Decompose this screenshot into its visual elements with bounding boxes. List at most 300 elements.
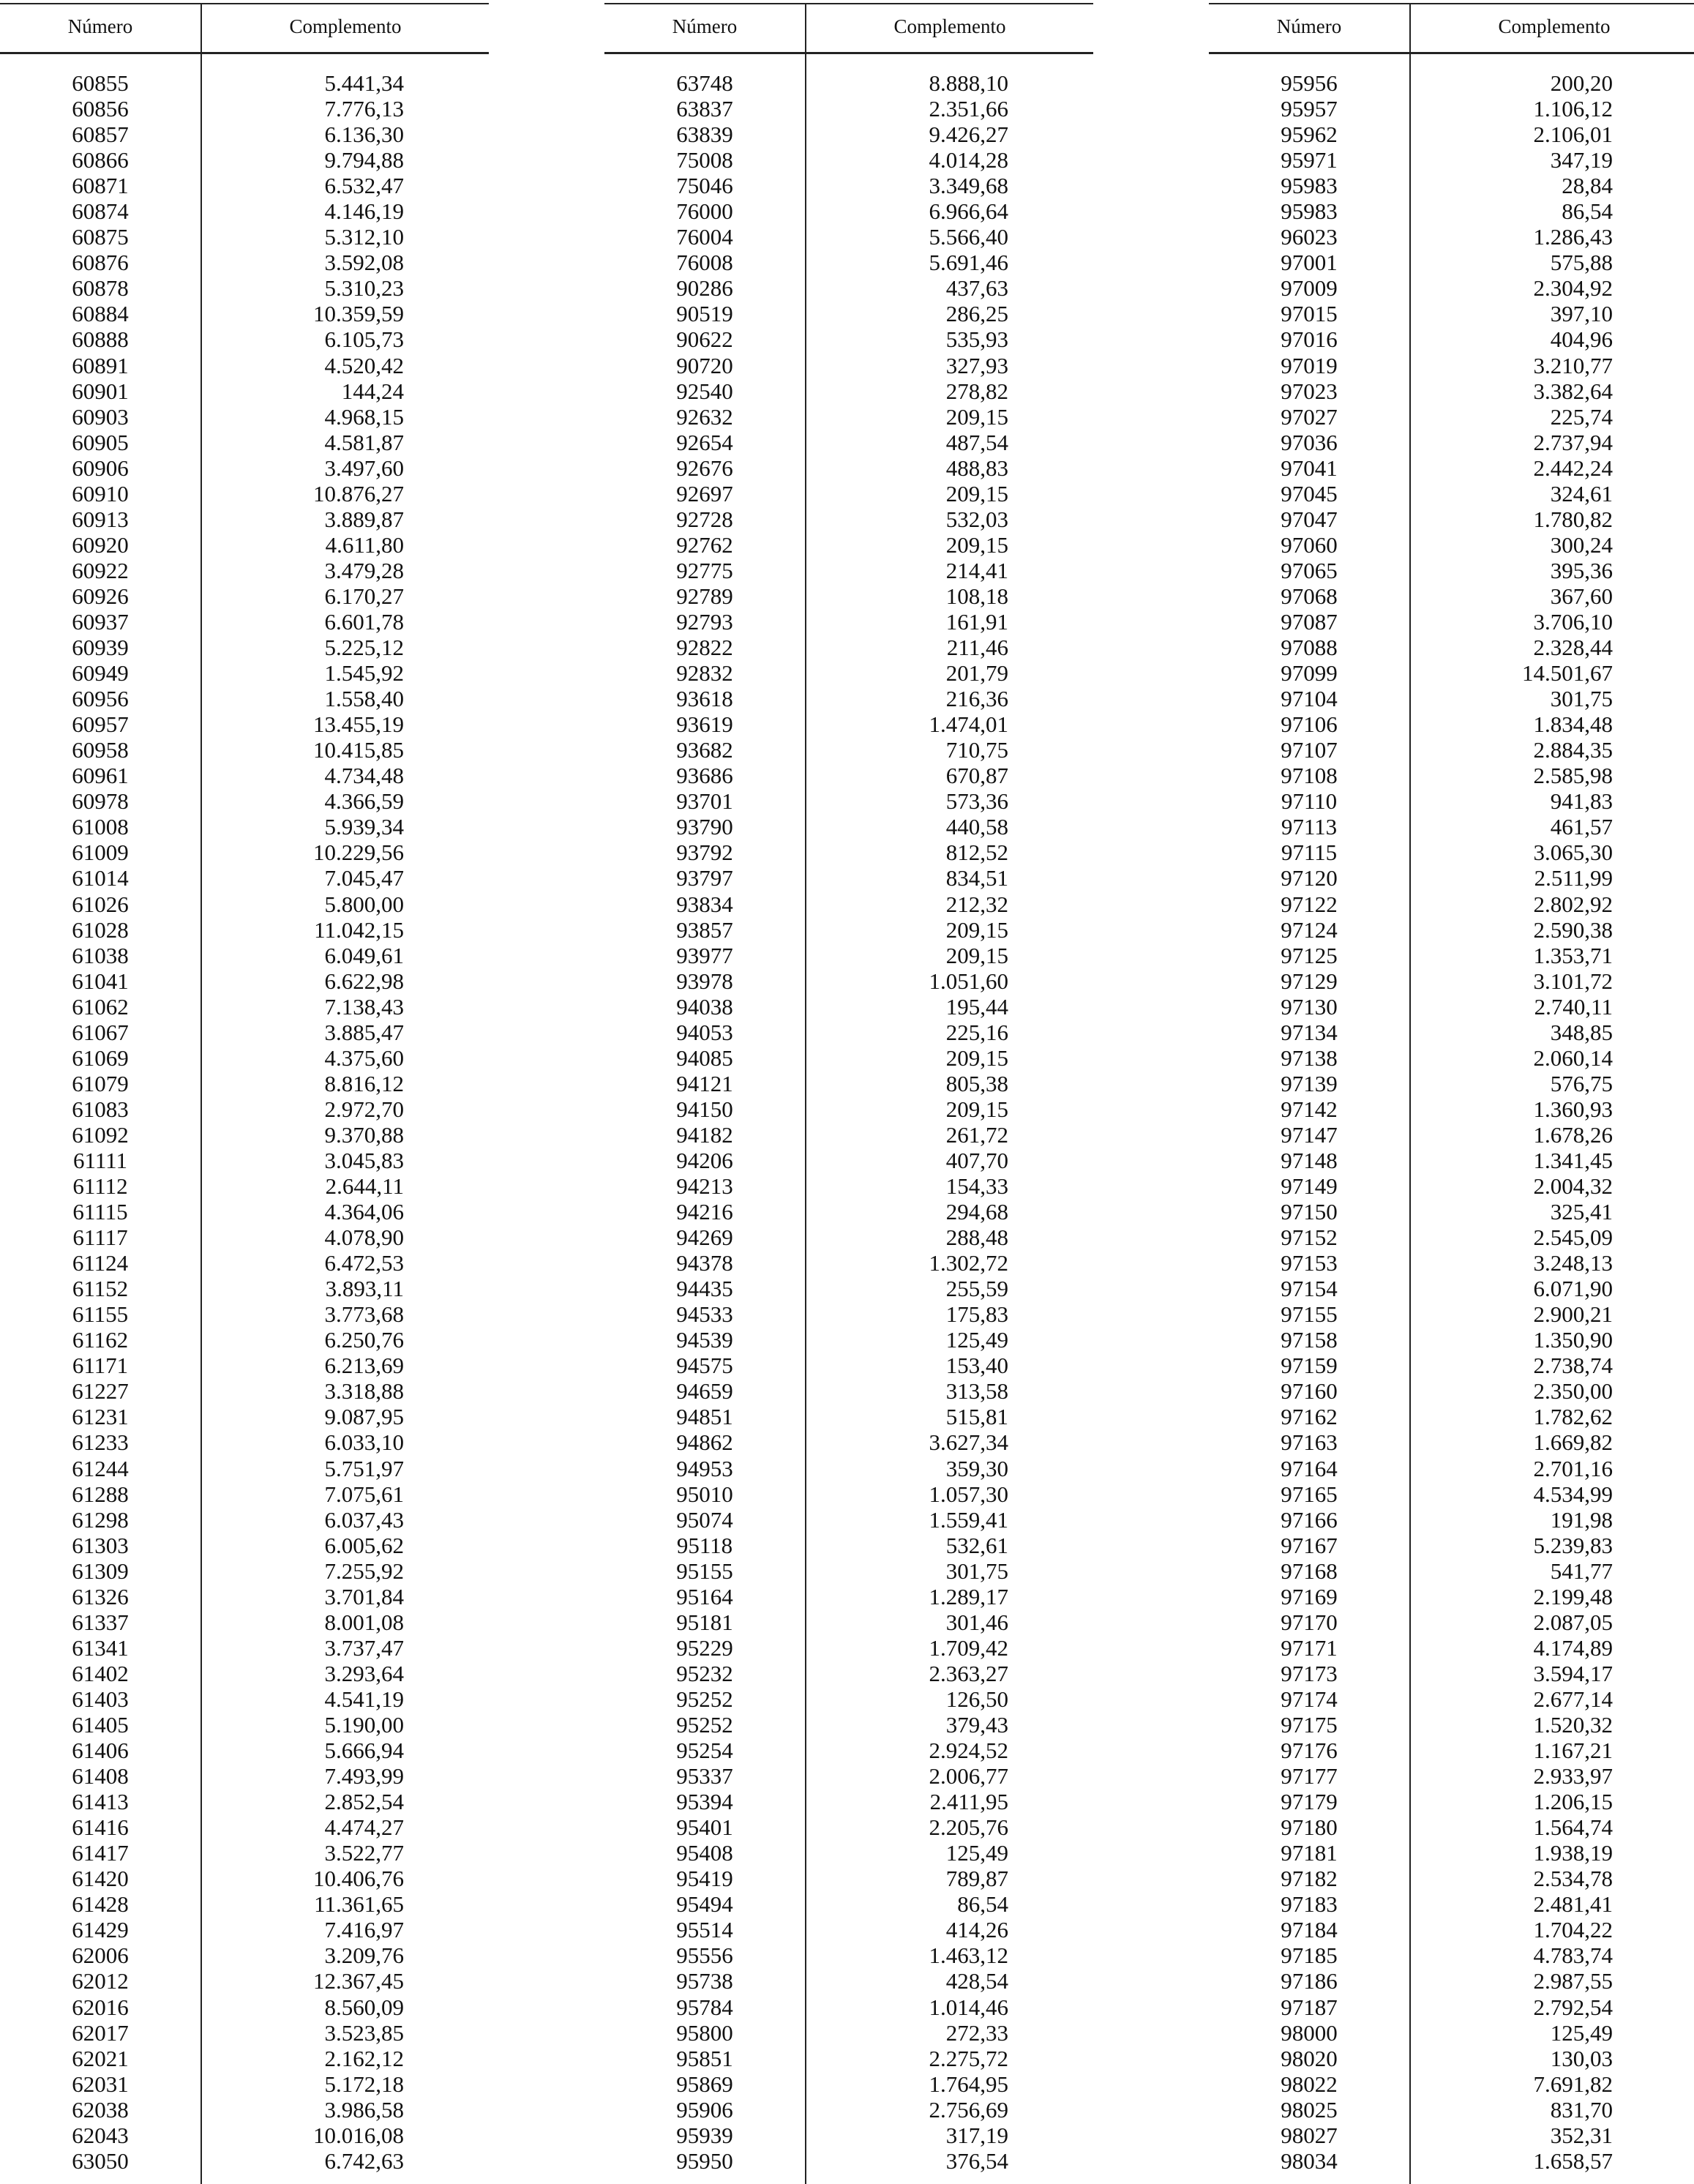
numero-cell: 97186 [1281, 1968, 1338, 1994]
complemento-cell: 10.359,59 [313, 301, 404, 327]
table-row [1209, 1994, 1694, 2020]
complemento-cell: 3.497,60 [324, 455, 404, 481]
table-row [1209, 198, 1694, 224]
complemento-cell: 4.078,90 [324, 1224, 404, 1251]
table-row [0, 1994, 489, 2020]
complemento-cell: 175,83 [945, 1301, 1008, 1328]
table-row [1209, 1968, 1694, 1994]
table-row [1209, 1404, 1694, 1429]
table-row [1209, 711, 1694, 737]
numero-cell: 97115 [1281, 839, 1338, 866]
numero-cell: 76008 [676, 250, 733, 276]
table-row [1209, 1276, 1694, 1301]
numero-cell: 94206 [676, 1147, 733, 1173]
table-row [1209, 1814, 1694, 1840]
numero-cell: 60874 [72, 198, 129, 225]
table-row [1209, 788, 1694, 814]
numero-cell: 61298 [72, 1506, 129, 1533]
complemento-cell: 209,15 [945, 531, 1008, 558]
header-numero: Número [672, 15, 738, 37]
table-row [0, 1789, 489, 1814]
numero-cell: 93978 [676, 968, 733, 994]
numero-cell: 93797 [676, 865, 733, 891]
table-row [0, 224, 489, 250]
table-row [0, 1481, 489, 1507]
numero-cell: 97060 [1281, 531, 1338, 558]
numero-cell: 61337 [72, 1609, 129, 1635]
numero-cell: 94533 [676, 1301, 733, 1328]
complemento-cell: 4.520,42 [324, 352, 404, 378]
numero-cell: 93857 [676, 916, 733, 943]
numero-cell: 97068 [1281, 583, 1338, 609]
numero-cell: 62038 [72, 2096, 129, 2123]
numero-cell: 94038 [676, 993, 733, 1020]
complemento-cell: 3.382,64 [1533, 378, 1613, 404]
numero-cell: 92697 [676, 480, 733, 506]
table-row [1209, 1686, 1694, 1712]
numero-cell: 60866 [72, 147, 129, 173]
numero-cell: 97019 [1281, 352, 1338, 378]
numero-cell: 95252 [676, 1712, 733, 1738]
complemento-cell: 2.987,55 [1533, 1968, 1613, 1994]
numero-cell: 95851 [676, 2045, 733, 2071]
numero-cell: 95181 [676, 1609, 733, 1635]
complemento-cell: 317,19 [945, 2122, 1008, 2148]
complemento-cell: 144,24 [341, 378, 404, 404]
complemento-cell: 225,74 [1550, 403, 1613, 430]
complemento-cell: 2.738,74 [1533, 1353, 1613, 1379]
numero-cell: 95983 [1281, 173, 1338, 199]
table-row [604, 198, 1093, 224]
numero-cell: 97158 [1281, 1327, 1338, 1353]
table-row [0, 173, 489, 198]
complemento-cell: 352,31 [1550, 2122, 1613, 2148]
complemento-cell: 812,52 [945, 839, 1008, 866]
complemento-cell: 6.049,61 [324, 942, 404, 968]
numero-cell: 62043 [72, 2122, 129, 2148]
numero-cell: 95983 [1281, 198, 1338, 225]
table-row [0, 1429, 489, 1455]
table-column-block-3 [1209, 0, 1694, 2184]
numero-cell: 92540 [676, 378, 733, 404]
table-row [1209, 1020, 1694, 1045]
header-complemento: Complemento [289, 15, 402, 37]
table-row [1209, 1045, 1694, 1071]
complemento-cell: 209,15 [945, 942, 1008, 968]
numero-cell: 60937 [72, 608, 129, 635]
table-row [604, 943, 1093, 968]
table-row [0, 788, 489, 814]
complemento-cell: 4.534,99 [1533, 1481, 1613, 1507]
complemento-cell: 2.756,69 [929, 2096, 1008, 2123]
numero-cell: 97185 [1281, 1942, 1338, 1969]
numero-cell: 95494 [676, 1891, 733, 1918]
table-row [604, 1327, 1093, 1353]
table-row [604, 917, 1093, 943]
complemento-cell: 10.406,76 [313, 1866, 404, 1892]
table-row [0, 814, 489, 839]
complemento-cell: 212,32 [945, 891, 1008, 917]
numero-cell: 95401 [676, 1814, 733, 1841]
numero-cell: 95074 [676, 1506, 733, 1533]
numero-cell: 93682 [676, 737, 733, 763]
table-row [604, 301, 1093, 326]
numero-cell: 97036 [1281, 429, 1338, 455]
table-row [0, 2071, 489, 2097]
numero-cell: 60978 [72, 788, 129, 815]
table-row [0, 96, 489, 121]
numero-cell: 95254 [676, 1738, 733, 1764]
table-row [0, 1686, 489, 1712]
table-row [1209, 1533, 1694, 1558]
complemento-cell: 1.558,40 [324, 686, 404, 712]
numero-cell: 97120 [1281, 865, 1338, 891]
table-row [604, 532, 1093, 558]
table-row [1209, 430, 1694, 455]
table-row [604, 506, 1093, 532]
table-row [0, 1327, 489, 1353]
complemento-cell: 3.889,87 [324, 506, 404, 532]
table-row [0, 1635, 489, 1661]
complemento-cell: 1.704,22 [1533, 1917, 1613, 1943]
complemento-cell: 4.541,19 [324, 1686, 404, 1712]
numero-cell: 61152 [72, 1276, 129, 1302]
numero-cell: 95957 [1281, 96, 1338, 122]
table-row [604, 737, 1093, 763]
numero-cell: 95229 [676, 1634, 733, 1661]
table-row [1209, 1942, 1694, 1968]
complemento-cell: 209,15 [945, 480, 1008, 506]
table-row [1209, 1661, 1694, 1686]
table-row [604, 1738, 1093, 1763]
table-row [0, 1173, 489, 1199]
complemento-cell: 10.016,08 [313, 2122, 404, 2148]
complemento-cell: 108,18 [945, 583, 1008, 609]
table-row [0, 686, 489, 711]
complemento-cell: 2.363,27 [929, 1660, 1008, 1686]
complemento-cell: 428,54 [945, 1968, 1008, 1994]
table-row [604, 2071, 1093, 2097]
numero-cell: 97153 [1281, 1250, 1338, 1276]
complemento-cell: 3.349,68 [929, 173, 1008, 199]
table-row [604, 558, 1093, 583]
table-row [1209, 1071, 1694, 1096]
complemento-cell: 2.205,76 [929, 1814, 1008, 1841]
complemento-cell: 1.782,62 [1533, 1404, 1613, 1430]
table-row [1209, 532, 1694, 558]
table-row [604, 70, 1093, 96]
complemento-cell: 414,26 [945, 1917, 1008, 1943]
table-row [604, 455, 1093, 481]
numero-cell: 60875 [72, 224, 129, 250]
complemento-cell: 301,75 [1550, 686, 1613, 712]
complemento-cell: 2.933,97 [1533, 1763, 1613, 1790]
numero-cell: 97159 [1281, 1353, 1338, 1379]
complemento-cell: 2.411,95 [929, 1789, 1008, 1815]
numero-cell: 95394 [676, 1789, 733, 1815]
complemento-cell: 4.146,19 [324, 198, 404, 225]
numero-cell: 60949 [72, 660, 129, 687]
table-row [1209, 1763, 1694, 1789]
table-row [1209, 481, 1694, 506]
numero-cell: 97023 [1281, 378, 1338, 404]
complemento-cell: 2.924,52 [929, 1738, 1008, 1764]
numero-cell: 98025 [1281, 2096, 1338, 2123]
table-row [0, 1558, 489, 1584]
complemento-cell: 5.441,34 [324, 70, 404, 96]
numero-cell: 97088 [1281, 635, 1338, 661]
complemento-cell: 209,15 [945, 403, 1008, 430]
numero-cell: 61155 [72, 1301, 129, 1328]
complemento-cell: 2.304,92 [1533, 275, 1613, 302]
table-row [604, 2020, 1093, 2046]
complemento-cell: 5.939,34 [324, 814, 404, 840]
table-row [0, 1301, 489, 1327]
complemento-cell: 6.005,62 [324, 1532, 404, 1558]
complemento-cell: 3.210,77 [1533, 352, 1613, 378]
complemento-cell: 13.455,19 [313, 711, 404, 738]
numero-cell: 94053 [676, 1019, 733, 1045]
numero-cell: 93619 [676, 711, 733, 738]
complemento-cell: 209,15 [945, 1044, 1008, 1071]
numero-cell: 60855 [72, 70, 129, 96]
complemento-cell: 1.545,92 [324, 660, 404, 687]
complemento-cell: 301,75 [945, 1557, 1008, 1584]
numero-cell: 97125 [1281, 942, 1338, 968]
table-row [1209, 1609, 1694, 1635]
complemento-cell: 831,70 [1550, 2096, 1613, 2123]
numero-cell: 97106 [1281, 711, 1338, 738]
top-rule [604, 3, 1093, 4]
numero-cell: 97152 [1281, 1224, 1338, 1251]
table-row [604, 1378, 1093, 1404]
table-row [0, 147, 489, 173]
header-rule [0, 52, 489, 54]
table-row [0, 353, 489, 378]
numero-cell: 61303 [72, 1532, 129, 1558]
table-row [604, 1942, 1093, 1968]
complemento-cell: 359,30 [945, 1455, 1008, 1481]
table-row [604, 994, 1093, 1020]
table-row [0, 1661, 489, 1686]
numero-cell: 60926 [72, 583, 129, 609]
complemento-cell: 1.206,15 [1533, 1789, 1613, 1815]
numero-cell: 61171 [72, 1353, 129, 1379]
complemento-cell: 4.581,87 [324, 429, 404, 455]
numero-cell: 60884 [72, 301, 129, 327]
complemento-cell: 4.734,48 [324, 763, 404, 789]
complemento-cell: 2.972,70 [324, 1096, 404, 1122]
complemento-cell: 216,36 [945, 686, 1008, 712]
numero-cell: 94150 [676, 1096, 733, 1122]
complemento-cell: 11.361,65 [314, 1891, 404, 1918]
numero-cell: 97154 [1281, 1276, 1338, 1302]
complemento-cell: 211,46 [946, 635, 1008, 661]
table-row [0, 1353, 489, 1378]
numero-cell: 95252 [676, 1686, 733, 1712]
numero-cell: 97177 [1281, 1763, 1338, 1790]
table-row [604, 275, 1093, 301]
numero-cell: 95956 [1281, 70, 1338, 96]
numero-cell: 93701 [676, 788, 733, 815]
table-rows [604, 70, 1093, 2174]
complemento-cell: 1.669,82 [1533, 1429, 1613, 1456]
complemento-cell: 130,03 [1550, 2045, 1613, 2071]
table-row [0, 660, 489, 686]
table-row [1209, 583, 1694, 609]
numero-cell: 95939 [676, 2122, 733, 2148]
table-row [0, 1250, 489, 1276]
complemento-cell: 7.416,97 [324, 1917, 404, 1943]
complemento-cell: 4.174,89 [1533, 1634, 1613, 1661]
table-row [1209, 2020, 1694, 2046]
table-row [604, 1148, 1093, 1173]
complemento-cell: 1.520,32 [1533, 1712, 1613, 1738]
numero-cell: 97174 [1281, 1686, 1338, 1712]
numero-cell: 94953 [676, 1455, 733, 1481]
numero-cell: 94269 [676, 1224, 733, 1251]
numero-cell: 95950 [676, 2147, 733, 2174]
numero-cell: 97134 [1281, 1019, 1338, 1045]
table-row [604, 378, 1093, 404]
complemento-cell: 1.353,71 [1533, 942, 1613, 968]
complemento-cell: 225,16 [945, 1019, 1008, 1045]
complemento-cell: 4.375,60 [324, 1044, 404, 1071]
numero-cell: 61406 [72, 1738, 129, 1764]
table-row [1209, 1917, 1694, 1942]
numero-cell: 93834 [676, 891, 733, 917]
table-row [604, 1584, 1093, 1609]
complemento-cell: 789,87 [945, 1866, 1008, 1892]
complemento-cell: 278,82 [945, 378, 1008, 404]
table-row [604, 224, 1093, 250]
table-row [1209, 1840, 1694, 1866]
complemento-cell: 4.783,74 [1533, 1942, 1613, 1969]
complemento-cell: 6.622,98 [324, 968, 404, 994]
table-row [0, 121, 489, 147]
complemento-cell: 2.884,35 [1533, 737, 1613, 763]
numero-cell: 61067 [72, 1019, 129, 1045]
numero-cell: 97139 [1281, 1070, 1338, 1096]
table-row [604, 2046, 1093, 2071]
complemento-cell: 6.250,76 [324, 1327, 404, 1353]
table-row [604, 1020, 1093, 1045]
table-row [604, 814, 1093, 839]
table-row [0, 891, 489, 917]
complemento-cell: 1.286,43 [1533, 224, 1613, 250]
complemento-cell: 348,85 [1550, 1019, 1613, 1045]
complemento-cell: 3.045,83 [324, 1147, 404, 1173]
numero-cell: 94378 [676, 1250, 733, 1276]
complemento-cell: 28,84 [1562, 173, 1613, 199]
table-row [1209, 1250, 1694, 1276]
table-row [0, 917, 489, 943]
numero-cell: 97107 [1281, 737, 1338, 763]
numero-cell: 97129 [1281, 968, 1338, 994]
complemento-cell: 3.986,58 [324, 2096, 404, 2123]
table-row [1209, 660, 1694, 686]
complemento-cell: 261,72 [945, 1121, 1008, 1148]
complemento-cell: 4.364,06 [324, 1199, 404, 1225]
numero-cell: 97104 [1281, 686, 1338, 712]
table-row [604, 1276, 1093, 1301]
numero-cell: 61416 [72, 1814, 129, 1841]
numero-cell: 95556 [676, 1942, 733, 1969]
numero-cell: 76004 [676, 224, 733, 250]
complemento-cell: 1.463,12 [929, 1942, 1008, 1969]
numero-cell: 97162 [1281, 1404, 1338, 1430]
numero-cell: 92793 [676, 608, 733, 635]
complemento-cell: 125,49 [945, 1327, 1008, 1353]
numero-cell: 60956 [72, 686, 129, 712]
numero-cell: 94121 [676, 1070, 733, 1096]
numero-cell: 97147 [1281, 1121, 1338, 1148]
numero-cell: 61112 [72, 1173, 128, 1200]
complemento-cell: 14.501,67 [1522, 660, 1613, 687]
numero-cell: 61244 [72, 1455, 129, 1481]
table-row [604, 1404, 1093, 1429]
table-row [0, 1276, 489, 1301]
complemento-cell: 86,54 [1562, 198, 1613, 225]
complemento-cell: 5.239,83 [1533, 1532, 1613, 1558]
numero-cell: 94216 [676, 1199, 733, 1225]
complemento-cell: 4.968,15 [324, 403, 404, 430]
table-row [604, 1173, 1093, 1199]
numero-cell: 98027 [1281, 2122, 1338, 2148]
numero-cell: 97182 [1281, 1866, 1338, 1892]
complemento-cell: 9.794,88 [324, 147, 404, 173]
numero-cell: 92676 [676, 455, 733, 481]
complemento-cell: 3.523,85 [324, 2019, 404, 2046]
complemento-cell: 286,25 [945, 301, 1008, 327]
complemento-cell: 3.522,77 [324, 1840, 404, 1866]
numero-cell: 92728 [676, 506, 733, 532]
table-row [1209, 1738, 1694, 1763]
table-row [0, 198, 489, 224]
complemento-cell: 1.474,01 [929, 711, 1008, 738]
numero-cell: 92775 [676, 557, 733, 583]
table-row [1209, 301, 1694, 326]
complemento-cell: 86,54 [957, 1891, 1008, 1918]
table-row [604, 1558, 1093, 1584]
numero-cell: 97124 [1281, 916, 1338, 943]
table-row [1209, 2046, 1694, 2071]
complemento-cell: 2.106,01 [1533, 121, 1613, 148]
complemento-cell: 573,36 [945, 788, 1008, 815]
table-row [604, 1891, 1093, 1917]
complemento-cell: 325,41 [1550, 1199, 1613, 1225]
table-row [604, 96, 1093, 121]
table-row [0, 455, 489, 481]
complemento-cell: 2.162,12 [324, 2045, 404, 2071]
numero-cell: 60957 [72, 711, 129, 738]
table-row [0, 378, 489, 404]
numero-cell: 93686 [676, 763, 733, 789]
table-row [604, 1789, 1093, 1814]
table-row [1209, 1866, 1694, 1891]
numero-cell: 61162 [72, 1327, 129, 1353]
complemento-cell: 1.106,12 [1533, 96, 1613, 122]
complemento-cell: 200,20 [1550, 70, 1613, 96]
complemento-cell: 575,88 [1550, 250, 1613, 276]
numero-cell: 62012 [72, 1968, 129, 1994]
complemento-cell: 1.564,74 [1533, 1814, 1613, 1841]
numero-cell: 61083 [72, 1096, 129, 1122]
numero-cell: 61428 [72, 1891, 129, 1918]
complemento-cell: 5.172,18 [324, 2071, 404, 2097]
table-row [604, 2097, 1093, 2123]
numero-cell: 97065 [1281, 557, 1338, 583]
